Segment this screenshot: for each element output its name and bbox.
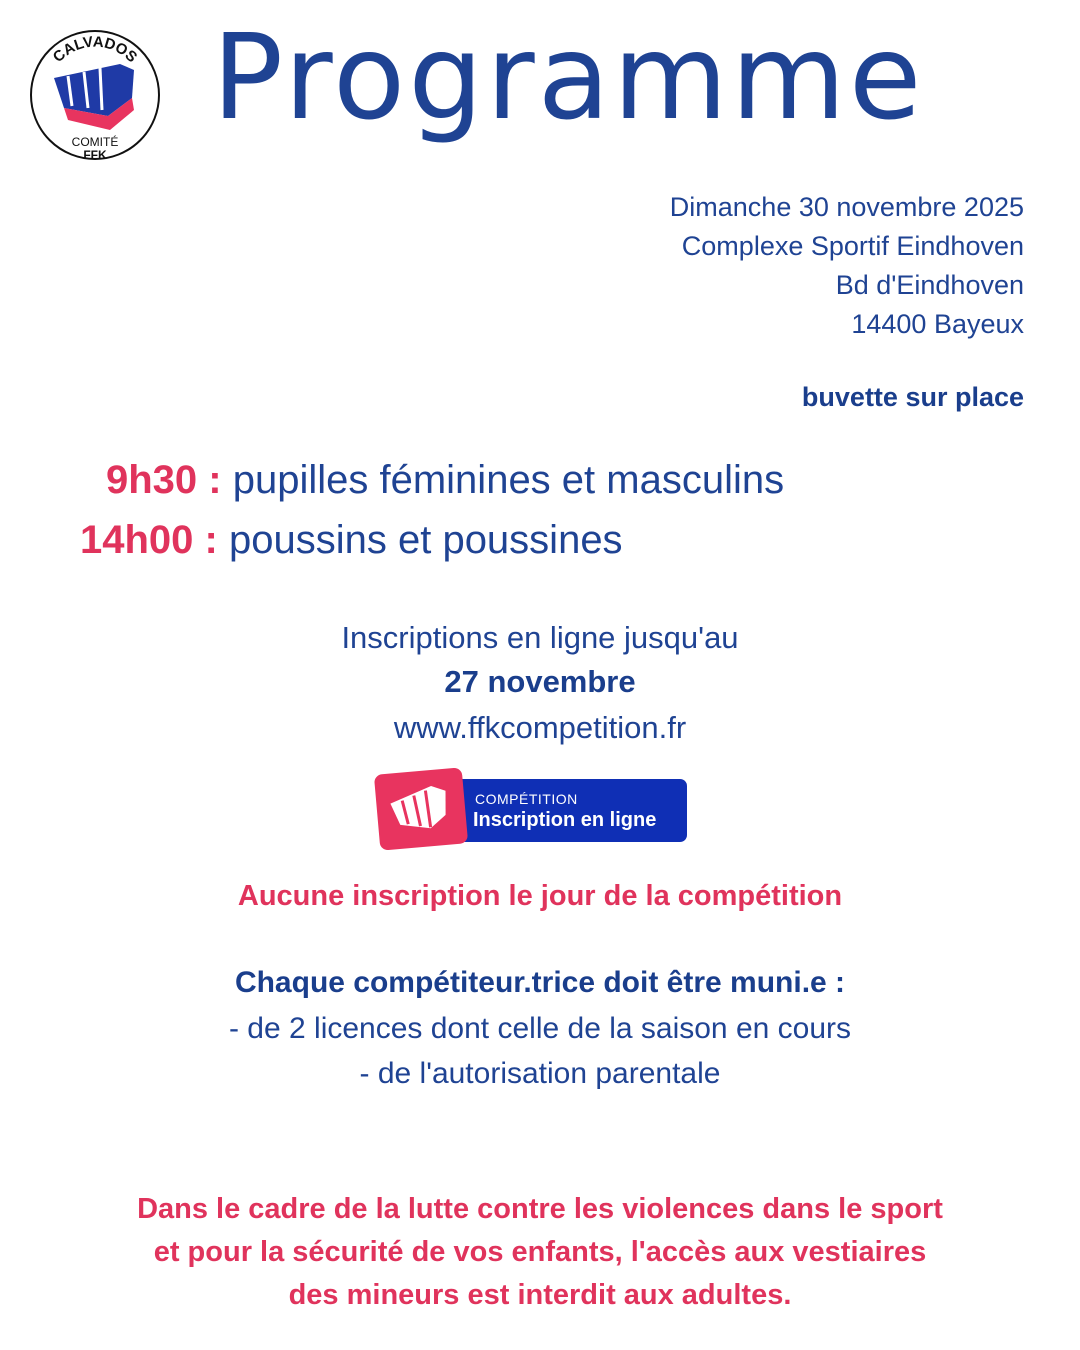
safety-warning: [0, 1188, 1080, 1317]
event-street: Bd d'Eindhoven: [835, 270, 1024, 300]
event-city: 14400 Bayeux: [851, 309, 1024, 339]
requirement-item: - de l'autorisation parentale: [359, 1057, 721, 1090]
schedule-item: [80, 518, 623, 563]
warning-line: des mineurs est interdit aux adultes.: [288, 1279, 792, 1311]
inscriptions-url[interactable]: www.ffkcompetition.fr: [393, 710, 687, 745]
page-title: Programme: [212, 8, 925, 146]
schedule-item: [106, 458, 784, 503]
badge-gi-icon: [374, 767, 468, 850]
schedule-time: 14h00 :: [80, 518, 218, 562]
event-info: [670, 188, 1024, 344]
logo-top-text: CALVADOS: [49, 33, 141, 66]
event-date: Dimanche 30 novembre 2025: [669, 192, 1024, 222]
logo-bottom-text: FFK: [83, 148, 107, 162]
warning-line: Dans le cadre de la lutte contre les violences dans le sport: [137, 1193, 943, 1225]
badge-line1: COMPÉTITION: [475, 791, 578, 807]
inscriptions-deadline: 27 novembre: [444, 664, 636, 699]
requirement-item: - de 2 licences dont celle de la saison en cours: [228, 1012, 852, 1045]
buvette-note: buvette sur place: [801, 382, 1024, 412]
inscriptions-text: Inscriptions en ligne jusqu'au: [341, 620, 739, 655]
schedule-time: 9h30 :: [106, 458, 222, 502]
requirements-heading: Chaque compétiteur.trice doit être muni.e :: [234, 966, 846, 999]
no-onsite-registration-notice: Aucune inscription le jour de la compétition: [237, 880, 843, 912]
badge-line2: Inscription en ligne: [473, 809, 657, 831]
schedule-label: pupilles féminines et masculins: [232, 458, 785, 502]
schedule-label: poussins et poussines: [228, 518, 623, 562]
event-venue: Complexe Sportif Eindhoven: [681, 231, 1024, 261]
calvados-ffk-logo: [28, 28, 162, 162]
logo-middle-text: COMITÉ: [71, 135, 119, 149]
inscription-badge[interactable]: [375, 769, 687, 851]
warning-line: et pour la sécurité de vos enfants, l'accès aux vestiaires: [153, 1236, 927, 1268]
